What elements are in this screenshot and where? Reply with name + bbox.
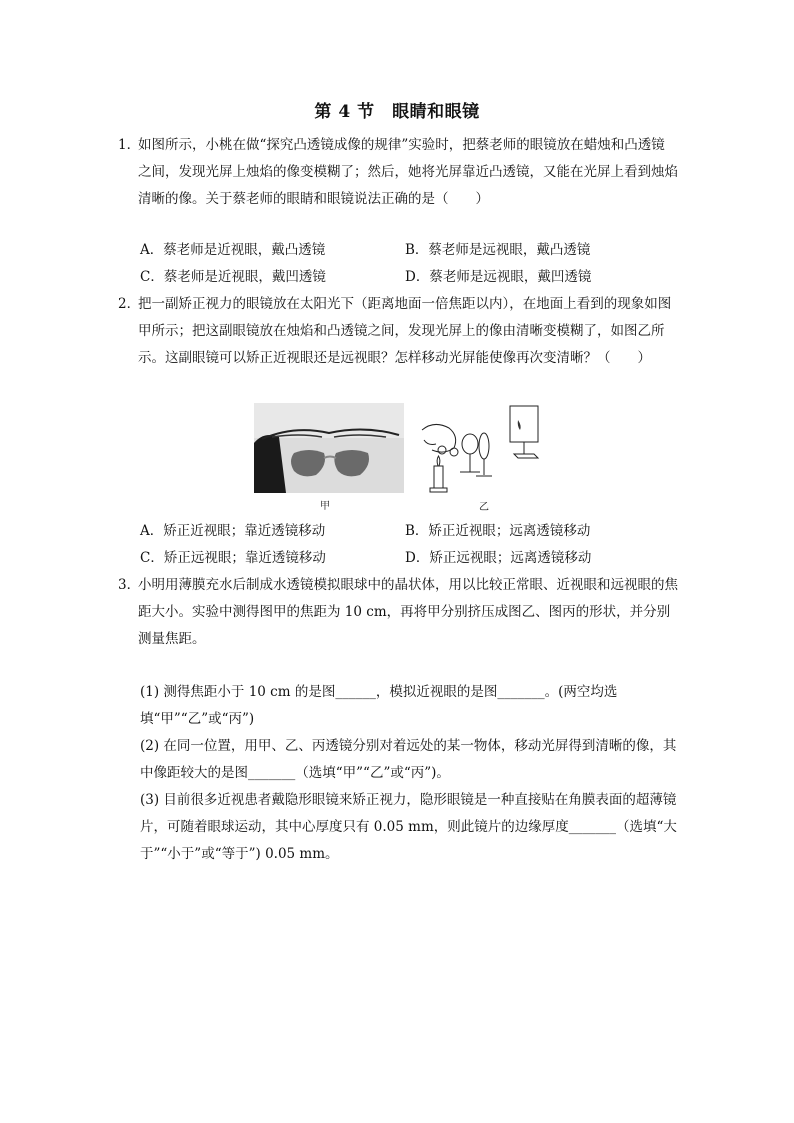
option-d: D．蔡老师是远视眼，戴凹透镜 <box>405 269 592 285</box>
option-a: A．矫正近视眼；靠近透镜移动 <box>140 523 326 539</box>
page-title: 第 4 节 眼睛和眼镜 <box>314 102 480 122</box>
question-3 <box>118 572 678 653</box>
question-number: 1． <box>118 137 141 153</box>
option-a: A．蔡老师是近视眼，戴凸透镜 <box>140 242 326 258</box>
option-c: C．蔡老师是近视眼，戴凹透镜 <box>140 269 326 285</box>
question-2 <box>118 291 678 372</box>
option-b: B．蔡老师是远视眼，戴凸透镜 <box>405 242 591 258</box>
option-c: C．矫正远视眼；靠近透镜移动 <box>140 550 326 566</box>
question-number: 3． <box>118 577 141 593</box>
glasses-sunlight-image <box>254 403 404 493</box>
question-text: 小明用薄膜充水后制成水透镜模拟眼球中的晶状体，用以比较正常眼、近视眼和远视眼的焦距大小。实验中测得图甲的焦距为 10 cm，再将甲分别挤压成图乙、图丙的形状，并分别测量焦距。 <box>138 577 678 647</box>
question-1 <box>118 132 678 213</box>
question-2-figure <box>254 400 554 515</box>
question-text: 把一副矫正视力的眼镜放在太阳光下（距离地面一倍焦距以内），在地面上看到的现象如图甲所示；把这副眼镜放在烛焰和凸透镜之间，发现光屏上的像由清晰变模糊了，如图乙所示。这副眼镜可以矫正近视眼还是远视眼？怎样移动光屏能使像再次变清晰？（ ） <box>138 296 672 366</box>
question-3-part-2: (2) 在同一位置，用甲、乙、丙透镜分别对着远处的某一物体，移动光屏得到清晰的像，其中像距较大的是图_______（选填“甲”“乙”或“丙”)。 <box>140 738 677 781</box>
question-2-options <box>140 518 680 572</box>
question-number: 2． <box>118 296 141 312</box>
option-b: B．矫正近视眼；远离透镜移动 <box>405 523 591 539</box>
glasses-photo <box>254 403 404 493</box>
figure-caption-b: 乙 <box>479 502 489 513</box>
question-text: 如图所示，小桃在做“探究凸透镜成像的规律”实验时，把蔡老师的眼镜放在蜡烛和凸透镜之间，发现光屏上烛焰的像变模糊了；然后，她将光屏靠近凸透镜，又能在光屏上看到烛焰清晰的像。关于蔡老师的眼睛和眼镜说法正确的是（ ） <box>138 137 678 207</box>
option-d: D．矫正远视眼；远离透镜移动 <box>405 550 592 566</box>
question-1-options <box>140 237 680 291</box>
figure-caption-a: 甲 <box>320 501 330 512</box>
question-3-part-3: (3) 目前很多近视患者戴隐形眼镜来矫正视力，隐形眼镜是一种直接贴在角膜表面的超薄镜片，可随着眼球运动，其中心厚度只有 0.05 mm，则此镜片的边缘厚度_______（选填“大于”“小于”或“等于”) 0.05 mm。 <box>140 792 677 862</box>
candle-lens-setup-illustration <box>414 400 549 500</box>
question-3-part-1: (1) 测得焦距小于 10 cm 的是图______，模拟近视眼的是图_______。(两空均选填“甲”“乙”或“丙”) <box>140 684 618 727</box>
